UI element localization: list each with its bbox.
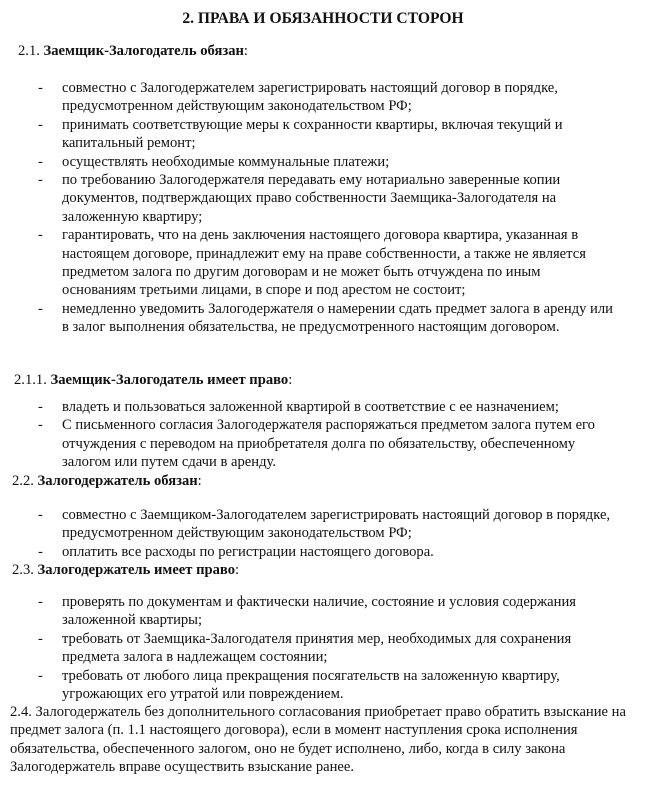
bullet-dash: - <box>38 172 43 189</box>
section-number: 2.3. <box>12 562 34 578</box>
bullet-dash: - <box>38 667 43 684</box>
list-item: - проверять по документам и фактически наличие, состояние и условия содержания заложенной квартиры; <box>38 594 576 629</box>
bullet-dash: - <box>38 300 43 317</box>
list-item: - требовать от любого лица прекращения посягательств на заложенную квартиру, угрожающих его утратой или повреждением. <box>38 667 560 703</box>
section-heading-2-1-1: 2.1.1. Заемщик-Залогодатель имеет право: <box>14 372 293 388</box>
list-item: - гарантировать, что на день заключения настоящего договора квартира, указанная в настоящем договоре, принадлежит ему на праве собственности, а также не является предметом залога по другим договорам и не может быть отчуждена по иным основаниям третьими лицами, в споре и под арестом не состоит; <box>38 227 586 299</box>
bullet-dash: - <box>38 594 43 610</box>
list-item: - владеть и пользоваться заложенной квартирой в соответствие с ее назначением; <box>38 399 559 415</box>
list-item: - немедленно уведомить Залогодержателя о намерении сдать предмет залога в аренду или в залог выполнения обязательства, не предусмотренного настоящим договором. <box>38 300 613 336</box>
section-heading-2-3: 2.3. Залогодержатель имеет право: <box>12 562 240 578</box>
bullet-dash: - <box>38 399 43 415</box>
list-item: - оплатить все расходы по регистрации настоящего договора. <box>38 543 434 560</box>
section-number: 2.2. <box>12 473 34 489</box>
bullet-dash: - <box>38 227 43 244</box>
rights-list-2-3 <box>38 593 618 703</box>
list-item: - С письменного согласия Залогодержателя распоряжаться предметом залога путем его отчуждения с переводом на приобретателя долга по обязательству, обеспеченному залогом или путем сдачи в аренду. <box>38 417 595 471</box>
bullet-dash: - <box>38 630 43 647</box>
list-item: - требовать от Заемщика-Залогодателя принятия мер, необходимых для сохранения предмета залога в надлежащем состоянии; <box>38 630 572 666</box>
section-number: 2.1. <box>18 43 40 59</box>
obligations-list-2-2 <box>38 506 618 561</box>
bullet-dash: - <box>38 116 43 133</box>
section-heading-text: Залогодержатель имеет право <box>37 562 235 578</box>
section-heading-2-1: 2.1. Заемщик-Залогодатель обязан: <box>18 43 248 59</box>
rights-list-2-1-1 <box>38 398 618 472</box>
bullet-dash: - <box>38 153 43 170</box>
paragraph-2-4: 2.4. Залогодержатель без дополнительного согласования приобретает право обратить взыскание на предмет залога (п. 1.1 настоящего договора), если в момент наступления срока исполнения обязательства, обеспеченного залогом, оно не будет исполнено, либо, когда в силу закона Залогодержатель вправе осуществить взыскание ранее. <box>10 704 626 776</box>
section-number: 2.1.1. <box>14 372 47 388</box>
section-heading-text: Заемщик-Залогодатель обязан <box>43 43 244 59</box>
list-item: - совместно с Залогодержателем зарегистрировать настоящий договор в порядке, предусмотренном действующим законодательством РФ; <box>38 80 558 115</box>
bullet-dash: - <box>38 80 43 96</box>
bullet-dash: - <box>38 507 43 523</box>
list-item: - осуществлять необходимые коммунальные платежи; <box>38 153 390 170</box>
list-item: - принимать соответствующие меры к сохранности квартиры, включая текущий и капитальный ремонт; <box>38 116 563 152</box>
section-heading-text: Заемщик-Залогодатель имеет право <box>50 372 289 388</box>
list-item: - совместно с Заемщиком-Залогодателем зарегистрировать настоящий договор в порядке, предусмотренном действующим законодательством РФ; <box>38 507 611 542</box>
section-title: 2. ПРАВА И ОБЯЗАННОСТИ СТОРОН <box>182 10 464 27</box>
bullet-dash: - <box>38 417 43 434</box>
obligations-list-2-1 <box>38 79 618 337</box>
list-item: - по требованию Залогодержателя передавать ему нотариально заверенные копии документов, подтверждающих право собственности Заемщика-Залогодателя на заложенную квартиру; <box>38 172 561 225</box>
section-heading-2-2: 2.2. Залогодержатель обязан: <box>12 473 202 489</box>
section-heading-text: Залогодержатель обязан <box>37 473 198 489</box>
bullet-dash: - <box>38 543 43 560</box>
